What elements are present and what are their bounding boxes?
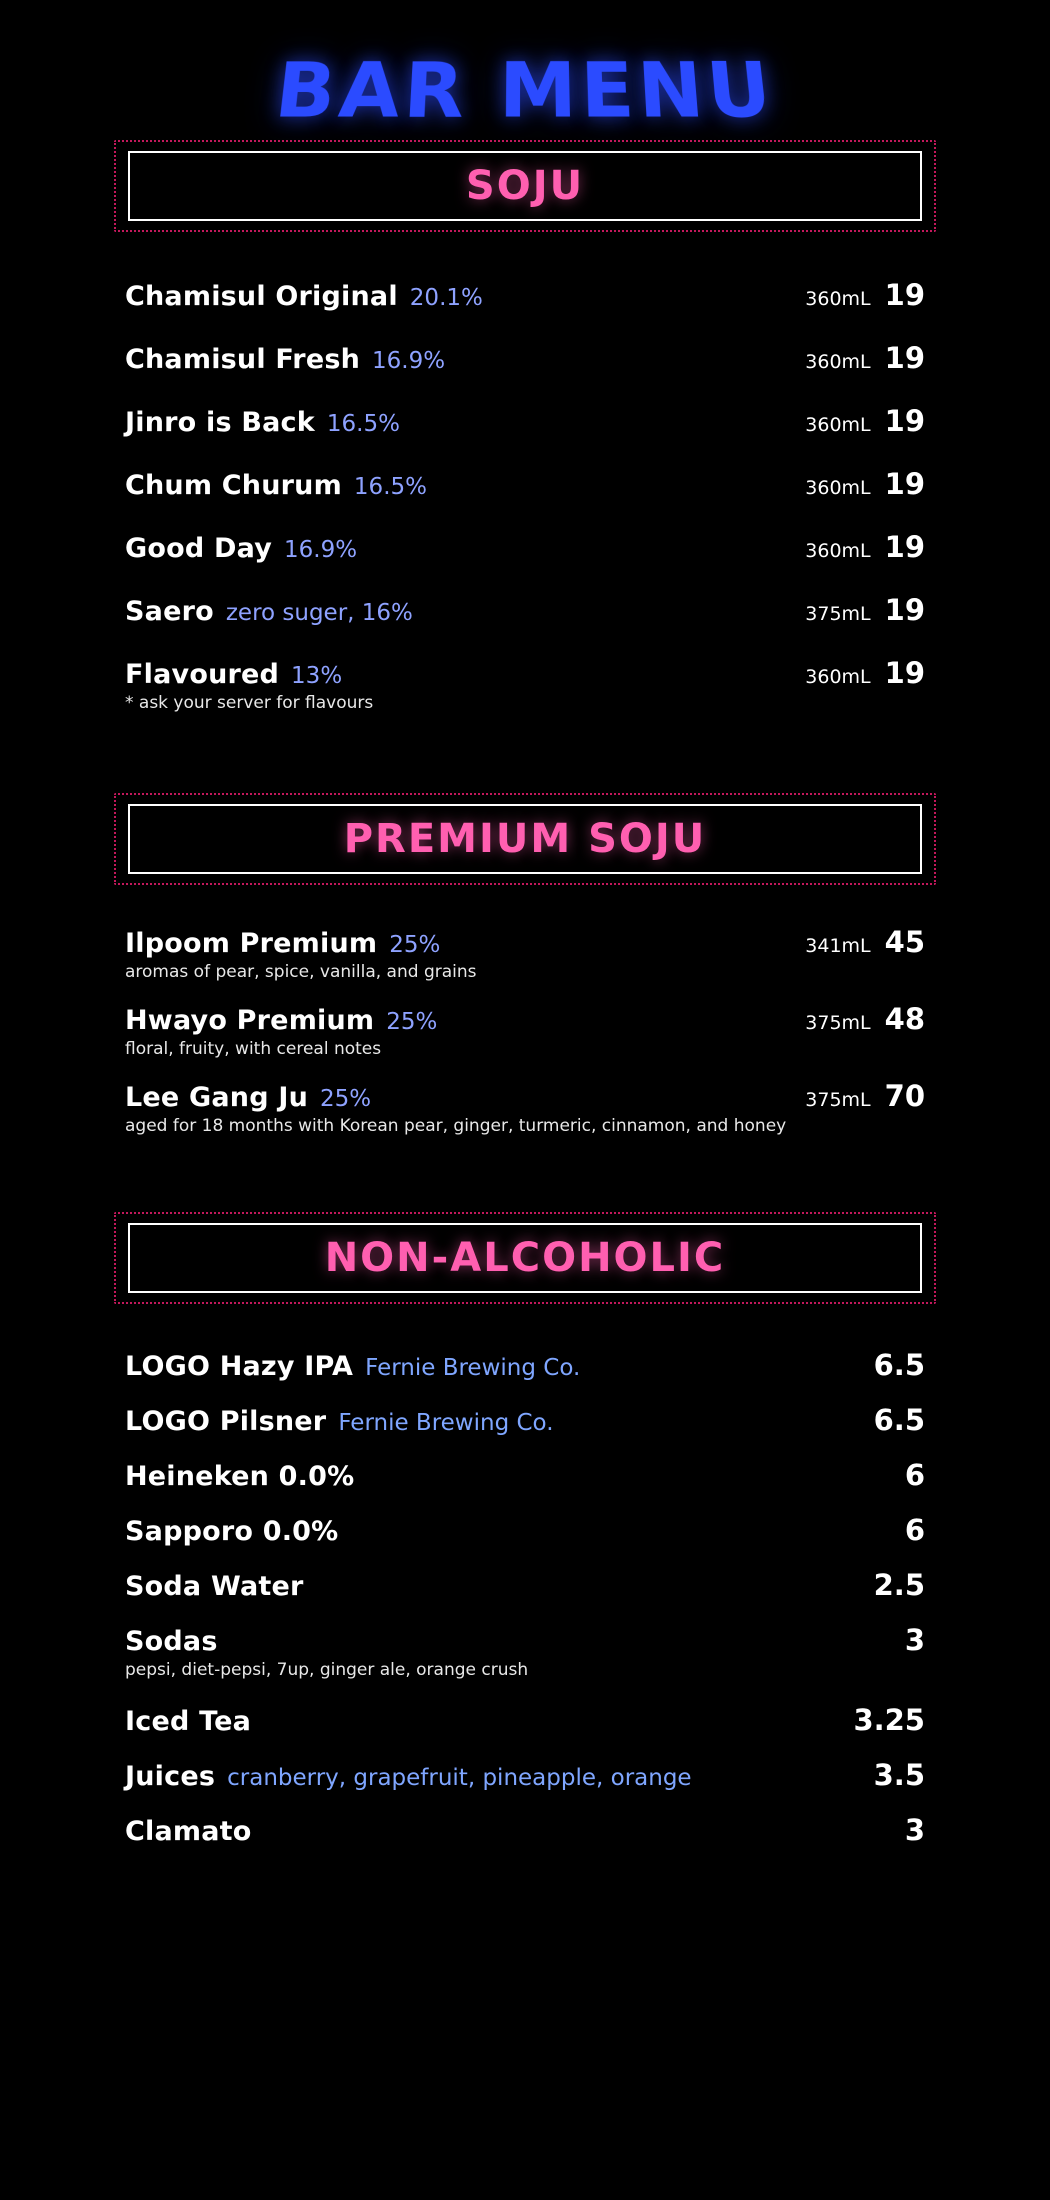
item-abv: 16.5%: [353, 474, 427, 500]
item-left: [125, 1516, 338, 1547]
solid-frame: [128, 1223, 922, 1293]
item-left: [125, 344, 445, 375]
section-title-non-alcoholic: NON-ALCOHOLIC: [324, 1234, 726, 1281]
list-item: [125, 1568, 925, 1602]
item-volume: 375mL: [805, 603, 871, 625]
item-left: [125, 407, 400, 438]
item-name: Sodas: [125, 1625, 218, 1657]
item-right: [905, 1458, 925, 1492]
item-price: 3.5: [873, 1757, 925, 1792]
item-left: [125, 1406, 554, 1437]
item-abv: 25%: [389, 931, 441, 958]
item-name: Soda Water: [125, 1570, 304, 1602]
item-name: Chum Churum: [125, 470, 342, 501]
item-price: 19: [884, 404, 925, 438]
item-name: Saero: [125, 596, 214, 627]
list-item: [125, 1813, 925, 1847]
item-price: 45: [884, 924, 925, 959]
item-right: [905, 1623, 925, 1657]
list-item: [125, 1079, 925, 1138]
item-left: [125, 470, 427, 501]
list-item: [125, 341, 925, 375]
item-name: Jinro is Back: [125, 407, 315, 438]
item-volume: 360mL: [805, 351, 871, 373]
item-name: Lee Gang Ju: [125, 1081, 309, 1113]
item-volume: 360mL: [805, 414, 871, 436]
item-subtitle: Fernie Brewing Co.: [365, 1354, 581, 1381]
item-right: [874, 1348, 925, 1382]
item-left: [125, 1351, 580, 1382]
item-price: 3.25: [853, 1702, 925, 1737]
list-item: [125, 1623, 925, 1682]
list-item: [125, 925, 925, 984]
item-name: Hwayo Premium: [125, 1004, 375, 1036]
item-price: 6.5: [873, 1402, 925, 1437]
item-left: [125, 1706, 251, 1737]
item-price: 3: [904, 1622, 925, 1657]
item-note: floral, fruity, with cereal notes: [125, 1038, 382, 1059]
item-price: 19: [884, 341, 925, 375]
list-item: [125, 1002, 925, 1061]
item-price: 6: [904, 1512, 925, 1547]
item-note: * ask your server for flavours: [125, 693, 374, 713]
item-abv: 25%: [386, 1008, 438, 1035]
item-volume: 341mL: [805, 934, 871, 957]
item-note: pepsi, diet-pepsi, 7up, ginger ale, orange crush: [125, 1659, 529, 1680]
item-name: LOGO Pilsner: [125, 1405, 327, 1437]
item-price: 6: [904, 1457, 925, 1492]
item-left: [125, 596, 413, 627]
page-title: BAR MENU: [270, 48, 780, 136]
item-subtitle: cranberry, grapefruit, pineapple, orange: [227, 1764, 692, 1791]
item-left: [125, 1571, 304, 1602]
item-name: Chamisul Original: [125, 281, 398, 312]
item-name: Good Day: [125, 533, 272, 564]
item-note: aged for 18 months with Korean pear, ginger, turmeric, cinnamon, and honey: [125, 1115, 787, 1136]
item-price: 19: [884, 467, 925, 501]
item-right: [853, 1703, 925, 1737]
item-name: Flavoured: [125, 659, 280, 690]
item-name: Chamisul Fresh: [125, 344, 361, 375]
item-right: [805, 467, 925, 501]
item-left: [125, 1082, 371, 1113]
item-abv: 16.5%: [326, 411, 400, 437]
list-item: [125, 1348, 925, 1382]
item-right: [805, 1002, 925, 1036]
item-volume: 360mL: [805, 477, 871, 499]
item-name: Heineken 0.0%: [125, 1460, 355, 1492]
item-name: Iced Tea: [125, 1705, 252, 1737]
item-left: [125, 1461, 354, 1492]
list-item: [125, 530, 925, 564]
list-item: [125, 593, 925, 627]
item-price: 19: [884, 530, 925, 564]
section-header-soju: [114, 140, 936, 232]
item-right: [805, 404, 925, 438]
item-name: Sapporo 0.0%: [125, 1515, 339, 1547]
item-price: 19: [884, 593, 925, 627]
section-title-soju: SOJU: [465, 163, 585, 209]
item-right: [874, 1758, 925, 1792]
item-name: Juices: [125, 1760, 216, 1792]
item-right: [805, 593, 925, 627]
item-price: 19: [884, 278, 925, 312]
item-price: 3: [904, 1812, 925, 1847]
item-right: [905, 1813, 925, 1847]
solid-frame: [128, 151, 922, 221]
item-right: [805, 1079, 925, 1113]
item-right: [805, 530, 925, 564]
item-abv: 16.9%: [284, 537, 358, 563]
item-left: [125, 1626, 218, 1657]
section-spacer: [0, 1138, 1050, 1212]
item-price: 70: [884, 1078, 925, 1113]
item-volume: 375mL: [805, 1088, 871, 1111]
list-item: [125, 1403, 925, 1437]
item-left: [125, 1761, 692, 1792]
list-item: [125, 1513, 925, 1547]
list-item: [125, 1458, 925, 1492]
list-item: [125, 404, 925, 438]
list-item: [125, 278, 925, 312]
solid-frame: [128, 804, 922, 874]
section-title-premium-soju: PREMIUM SOJU: [343, 815, 707, 862]
list-item: [125, 1703, 925, 1737]
item-right: [805, 656, 925, 690]
item-price: 48: [884, 1001, 925, 1036]
item-abv: 16.9%: [372, 348, 446, 374]
item-note: aromas of pear, spice, vanilla, and grains: [125, 961, 477, 982]
item-abv: 25%: [320, 1085, 372, 1112]
item-right: [905, 1513, 925, 1547]
item-volume: 360mL: [805, 288, 871, 310]
item-left: [125, 1005, 437, 1036]
item-abv: zero suger, 16%: [225, 600, 413, 626]
item-subtitle: Fernie Brewing Co.: [338, 1409, 554, 1436]
item-left: [125, 281, 483, 312]
item-price: 6.5: [873, 1347, 925, 1382]
item-right: [805, 341, 925, 375]
list-item: [125, 656, 925, 715]
item-price: 2.5: [873, 1567, 925, 1602]
item-volume: 375mL: [805, 1011, 871, 1034]
item-name: Clamato: [125, 1815, 252, 1847]
section-header-non-alcoholic: [114, 1212, 936, 1304]
item-left: [125, 659, 342, 690]
item-volume: 360mL: [805, 540, 871, 562]
list-item: [125, 1758, 925, 1792]
non-alcoholic-item-list: [125, 1348, 925, 1847]
item-left: [125, 1816, 252, 1847]
item-left: [125, 928, 440, 959]
item-name: LOGO Hazy IPA: [125, 1350, 354, 1382]
item-abv: 13%: [291, 663, 343, 689]
item-right: [874, 1568, 925, 1602]
item-price: 19: [884, 656, 925, 690]
section-spacer: [0, 715, 1050, 793]
item-left: [125, 533, 357, 564]
item-abv: 20.1%: [409, 285, 483, 311]
section-header-premium-soju: [114, 793, 936, 885]
item-name: Ilpoom Premium: [125, 927, 378, 959]
item-volume: 360mL: [805, 666, 871, 688]
item-right: [874, 1403, 925, 1437]
item-right: [805, 278, 925, 312]
list-item: [125, 467, 925, 501]
soju-item-list: [125, 278, 925, 715]
title-container: [0, 0, 1050, 140]
item-right: [805, 925, 925, 959]
premium-soju-item-list: [125, 925, 925, 1138]
